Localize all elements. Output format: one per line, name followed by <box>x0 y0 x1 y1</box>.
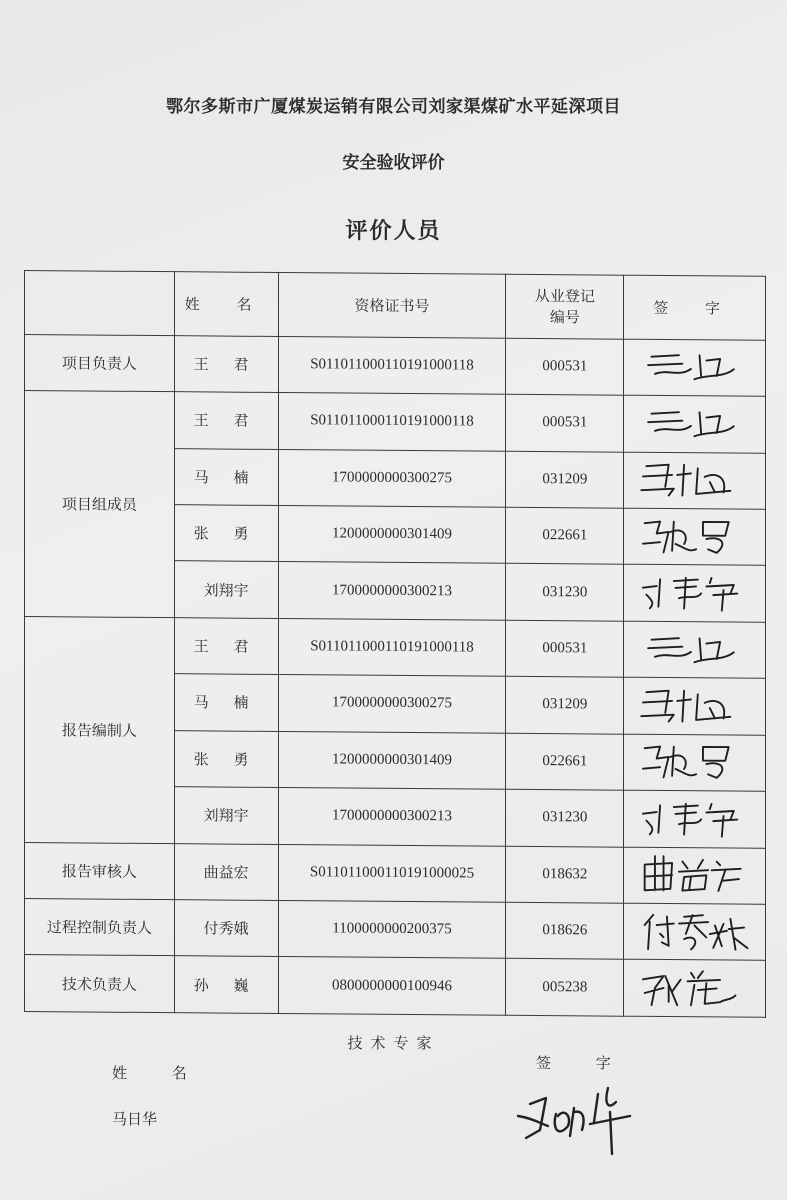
handwritten-signature <box>624 569 765 618</box>
reg-number-cell: 031209 <box>506 451 624 508</box>
cert-number-cell: 1200000000301409 <box>278 505 506 563</box>
handwritten-signature <box>624 738 765 787</box>
signature-cell <box>624 847 766 905</box>
cert-number-cell: 0800000000100946 <box>278 957 506 1015</box>
reg-number-cell: 000531 <box>506 394 624 451</box>
handwritten-signature <box>624 625 765 674</box>
cert-number-cell: 1700000000300275 <box>278 449 506 507</box>
table-row <box>25 899 766 961</box>
section-title: 评价人员 <box>345 219 442 244</box>
document-title: 鄂尔多斯市广厦煤炭运销有限公司刘家渠煤矿水平延深项目 <box>166 97 621 117</box>
role-cell: 过程控制负责人 <box>25 899 175 957</box>
reg-number-cell: 000531 <box>506 338 624 395</box>
table-row <box>25 842 766 904</box>
expert-name-header: 姓 名 <box>112 1064 207 1082</box>
reg-number-cell: 031230 <box>506 564 624 621</box>
name-cell: 张 勇 <box>174 505 278 562</box>
name-cell: 王 君 <box>174 392 278 449</box>
role-cell: 项目负责人 <box>25 334 175 392</box>
handwritten-signature <box>624 964 765 1013</box>
cert-number-cell: 1700000000300213 <box>278 788 506 846</box>
handwritten-signature <box>624 851 765 900</box>
signature-cell <box>624 395 766 453</box>
name-cell: 刘翔宇 <box>174 787 278 844</box>
role-cell: 项目组成员 <box>25 391 175 618</box>
cert-number-cell: 1100000000200375 <box>278 900 506 958</box>
cert-number-cell: S011011000110191000118 <box>278 393 506 451</box>
handwritten-signature <box>624 682 765 731</box>
name-cell: 张 勇 <box>174 730 278 787</box>
name-cell: 马 楠 <box>174 448 278 505</box>
expert-signature <box>512 1068 652 1156</box>
signature-cell <box>624 960 766 1018</box>
handwritten-signature <box>624 456 765 505</box>
cert-number-cell: 1700000000300213 <box>278 562 506 620</box>
name-cell: 马 楠 <box>174 674 278 731</box>
handwritten-signature <box>624 343 765 392</box>
reg-number-cell: 022661 <box>506 507 624 564</box>
header-role <box>25 271 175 336</box>
cert-number-cell: 1700000000300275 <box>278 675 506 733</box>
header-reg-line2: 编号 <box>549 308 580 327</box>
header-reg <box>506 274 624 339</box>
name-cell: 付秀娥 <box>174 900 278 957</box>
name-cell: 孙 巍 <box>174 956 278 1013</box>
signature-cell <box>624 339 766 397</box>
handwritten-signature <box>624 512 765 561</box>
reg-number-cell: 031209 <box>506 677 624 734</box>
name-cell: 王 君 <box>174 335 278 392</box>
signature-cell <box>624 677 766 735</box>
header-cert: 资格证书号 <box>278 272 506 337</box>
role-cell: 报告审核人 <box>25 842 175 900</box>
reg-number-cell: 018626 <box>506 902 624 959</box>
signature-cell <box>624 621 766 679</box>
signature-cell <box>624 565 766 623</box>
signature-cell <box>624 790 766 848</box>
cert-number-cell: S011011000110191000025 <box>278 844 506 902</box>
signature-cell <box>624 452 766 510</box>
table-row <box>25 955 766 1017</box>
expert-sign-header: 签 字 <box>536 1054 631 1072</box>
header-reg-line1: 从业登记 <box>534 287 595 306</box>
reg-number-cell: 022661 <box>506 733 624 790</box>
reg-number-cell: 018632 <box>506 846 624 903</box>
cert-number-cell: S011011000110191000118 <box>278 336 506 394</box>
table-row <box>25 391 766 453</box>
reg-number-cell: 005238 <box>506 959 624 1016</box>
table-row <box>25 616 766 678</box>
handwritten-signature <box>624 795 765 844</box>
document-subtitle: 安全验收评价 <box>342 153 445 173</box>
reg-number-cell: 031230 <box>506 789 624 846</box>
header-name: 姓 名 <box>174 272 278 336</box>
expert-section-title: 技术专家 <box>347 1034 440 1052</box>
signature-cell <box>624 734 766 792</box>
handwritten-signature <box>624 907 765 956</box>
expert-name: 马日华 <box>112 1110 158 1128</box>
name-cell: 曲益宏 <box>174 843 278 900</box>
header-sign: 签 字 <box>624 275 766 340</box>
signature-cell <box>624 903 766 961</box>
personnel-table <box>24 270 766 1018</box>
role-cell: 技术负责人 <box>25 955 175 1013</box>
name-cell: 刘翔宇 <box>174 561 278 618</box>
handwritten-signature <box>624 399 765 448</box>
name-cell: 王 君 <box>174 617 278 674</box>
table-header-row <box>25 271 766 340</box>
role-cell: 报告编制人 <box>25 616 175 843</box>
signature-cell <box>624 508 766 566</box>
cert-number-cell: 1200000000301409 <box>278 731 506 789</box>
reg-number-cell: 000531 <box>506 620 624 677</box>
cert-number-cell: S011011000110191000118 <box>278 618 506 676</box>
table-row <box>25 334 766 396</box>
